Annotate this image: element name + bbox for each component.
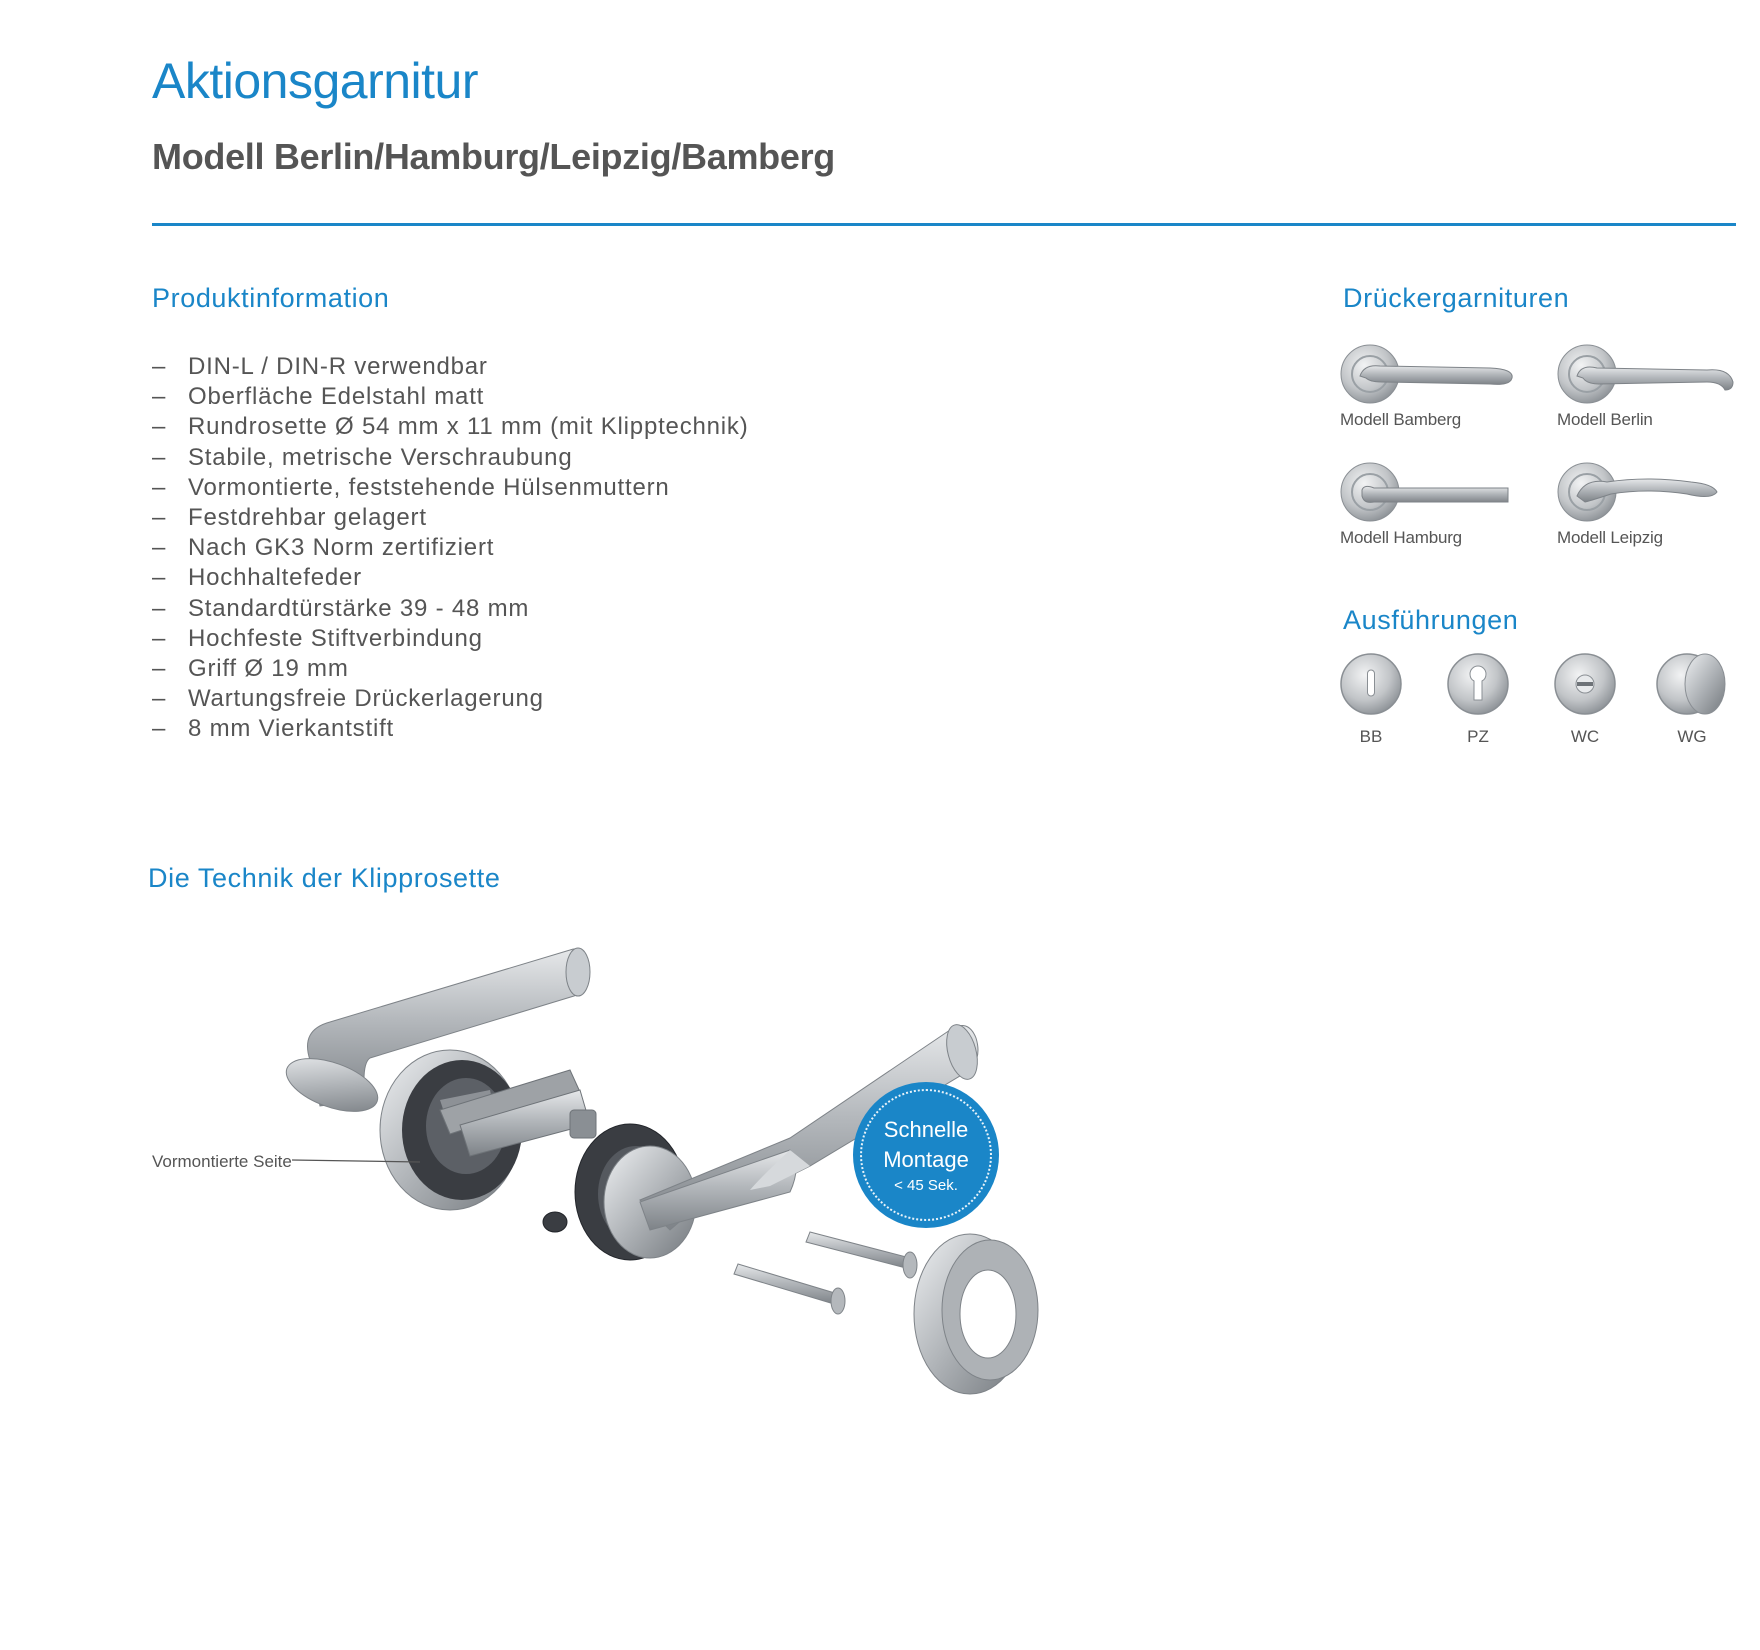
variant-bb <box>1331 652 1411 747</box>
feature-item <box>152 473 749 503</box>
feature-text: Oberfläche Edelstahl matt <box>188 383 485 411</box>
bullet-dash: – <box>152 594 167 622</box>
lever-label: Modell Hamburg <box>1340 528 1462 547</box>
lever-bamberg-icon <box>1340 342 1520 408</box>
wc-escutcheon-icon <box>1553 652 1617 716</box>
feature-item <box>152 503 749 533</box>
lever-hamburg-icon <box>1340 460 1520 526</box>
small-nut-image <box>543 1212 567 1232</box>
feature-text: DIN-L / DIN-R verwendbar <box>188 353 488 380</box>
bullet-dash: – <box>152 413 167 441</box>
feature-text: 8 mm Vierkantstift <box>188 715 395 743</box>
bullet-dash: – <box>152 443 167 471</box>
feature-text: Standardtürstärke 39 - 48 mm <box>188 594 530 622</box>
bullet-dash: – <box>152 534 167 562</box>
feature-text: Hochfeste Stiftverbindung <box>188 624 483 652</box>
product-info-heading: Produktinformation <box>152 283 390 313</box>
feature-list <box>152 352 749 745</box>
badge-line-1: Schnelle <box>883 1117 969 1142</box>
feature-item <box>152 412 749 442</box>
cover-rosette-image <box>914 1234 1038 1394</box>
lever-label: Modell Berlin <box>1557 410 1653 429</box>
feature-item <box>152 352 749 382</box>
bullet-dash: – <box>152 655 167 683</box>
variant-label: WC <box>1570 727 1600 746</box>
page-subtitle: Modell Berlin/Hamburg/Leipzig/Bamberg <box>152 136 835 177</box>
feature-item <box>152 594 749 624</box>
lever-label: Modell Bamberg <box>1340 410 1461 429</box>
feature-text: Wartungsfreie Drückerlagerung <box>188 685 544 713</box>
lever-item-bamberg <box>1340 342 1530 430</box>
feature-item <box>152 684 749 714</box>
feature-item <box>152 443 749 473</box>
wg-knob-icon <box>1655 652 1729 716</box>
bullet-dash: – <box>152 715 167 743</box>
variant-label: BB <box>1359 727 1383 746</box>
feature-text: Festdrehbar gelagert <box>188 504 427 532</box>
bullet-dash: – <box>152 473 167 501</box>
badge-line-2: Montage <box>883 1147 969 1172</box>
variants-heading: Ausführungen <box>1343 605 1519 635</box>
pz-escutcheon-icon <box>1446 652 1510 716</box>
bullet-dash: – <box>152 353 167 380</box>
feature-item <box>152 563 749 593</box>
bullet-dash: – <box>152 685 167 713</box>
feature-text: Hochhaltefeder <box>188 564 362 592</box>
variant-wg <box>1652 652 1732 747</box>
feature-item <box>152 624 749 654</box>
lever-leipzig-icon <box>1557 460 1737 526</box>
lever-label: Modell Leipzig <box>1557 528 1663 547</box>
quick-mount-badge <box>853 1082 999 1228</box>
feature-text: Griff Ø 19 mm <box>188 655 349 683</box>
page-title: Aktionsgarnitur <box>152 53 478 109</box>
feature-text: Stabile, metrische Verschraubung <box>188 443 573 471</box>
header-divider <box>152 223 1736 226</box>
variant-label: WG <box>1677 727 1707 746</box>
bullet-dash: – <box>152 383 167 411</box>
feature-item <box>152 382 749 412</box>
bullet-dash: – <box>152 504 167 532</box>
bullet-dash: – <box>152 564 167 592</box>
feature-text: Rundrosette Ø 54 mm x 11 mm (mit Klipptechnik) <box>188 413 749 441</box>
feature-text: Vormontierte, feststehende Hülsenmuttern <box>188 473 670 501</box>
lever-models-heading: Drückergarnituren <box>1343 283 1570 313</box>
preassembled-lever-image <box>279 948 596 1210</box>
variant-wc <box>1545 652 1625 747</box>
lever-item-berlin <box>1557 342 1747 430</box>
variant-label: PZ <box>1467 727 1489 746</box>
lever-item-hamburg <box>1340 460 1530 548</box>
feature-item <box>152 533 749 563</box>
badge-line-3: < 45 Sek. <box>894 1177 958 1194</box>
variant-pz <box>1438 652 1518 747</box>
bullet-dash: – <box>152 624 167 652</box>
clip-rosette-exploded-illustration <box>150 930 1170 1550</box>
lever-item-leipzig <box>1557 460 1747 548</box>
feature-item <box>152 714 749 744</box>
screws-image <box>734 1232 917 1314</box>
bb-escutcheon-icon <box>1339 652 1403 716</box>
lever-berlin-icon <box>1557 342 1737 408</box>
feature-text: Nach GK3 Norm zertifiziert <box>188 534 495 562</box>
technique-heading: Die Technik der Klipprosette <box>148 863 501 893</box>
preassembled-side-label: Vormontierte Seite <box>152 1152 292 1171</box>
feature-item <box>152 654 749 684</box>
